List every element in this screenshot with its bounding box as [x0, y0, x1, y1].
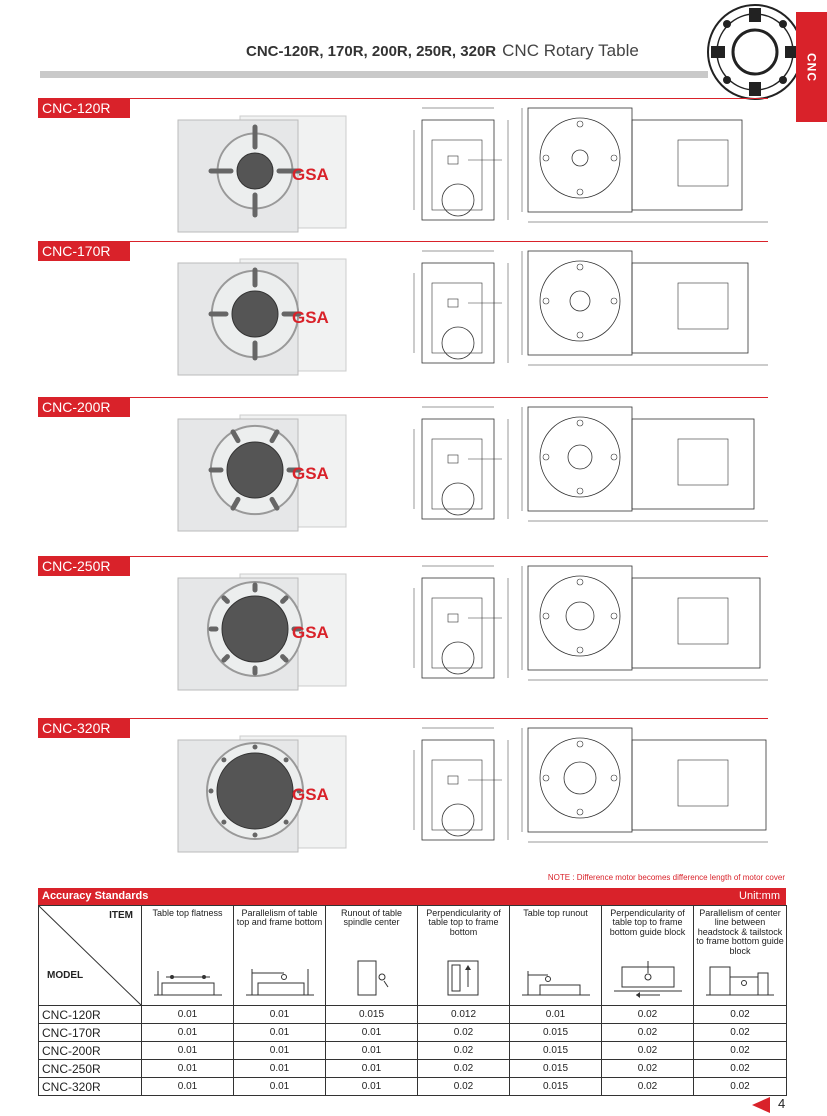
model-section — [38, 397, 768, 547]
top-view-drawing — [518, 243, 776, 373]
row-value: 0.01 — [142, 1006, 234, 1024]
row-value: 0.01 — [326, 1024, 418, 1042]
row-value: 0.02 — [694, 1042, 787, 1060]
parallelism-gauge-icon — [244, 965, 316, 999]
col-header: Table top flatness — [142, 906, 234, 1006]
col-header: Perpendicularity of table top to frame bottom guide block — [602, 906, 694, 1006]
row-value: 0.01 — [234, 1024, 326, 1042]
guide-block-perpendicularity-icon — [612, 959, 684, 999]
product-photo — [160, 564, 360, 694]
row-value: 0.02 — [602, 1078, 694, 1096]
section-label: CNC-320R — [38, 718, 130, 738]
top-view-drawing — [518, 720, 776, 850]
row-value: 0.02 — [694, 1060, 787, 1078]
center-line-parallelism-icon — [704, 963, 776, 999]
rotary-table-icon — [705, 2, 805, 102]
row-value: 0.01 — [142, 1042, 234, 1060]
accuracy-unit: Unit:mm — [739, 890, 780, 902]
row-value: 0.02 — [602, 1024, 694, 1042]
section-divider — [38, 397, 768, 398]
perpendicularity-gauge-icon — [434, 957, 494, 999]
row-model: CNC-170R — [39, 1024, 142, 1042]
section-divider — [38, 98, 768, 99]
section-divider — [38, 241, 768, 242]
row-value: 0.01 — [326, 1078, 418, 1096]
gsa-logo: GSA — [292, 785, 329, 804]
model-section — [38, 718, 768, 868]
gsa-logo: GSA — [292, 623, 329, 642]
row-value: 0.01 — [142, 1024, 234, 1042]
col-header: Parallelism of table top and frame bottom — [234, 906, 326, 1006]
table-runout-gauge-icon — [520, 965, 592, 999]
col-header: Perpendicularity of table top to frame bottom — [418, 906, 510, 1006]
gsa-logo: GSA — [292, 464, 329, 483]
row-value: 0.015 — [510, 1024, 602, 1042]
table-row — [39, 1024, 787, 1042]
table-corner — [39, 906, 142, 1006]
flatness-gauge-icon — [152, 965, 224, 999]
row-value: 0.01 — [234, 1078, 326, 1096]
title-models: CNC-120R, 170R, 200R, 250R, 320R — [246, 43, 497, 60]
header-bar — [40, 71, 708, 78]
row-value: 0.02 — [418, 1042, 510, 1060]
row-value: 0.01 — [326, 1060, 418, 1078]
top-view-drawing — [518, 100, 776, 230]
title-subtitle: CNC Rotary Table — [502, 41, 639, 60]
accuracy-title: Accuracy Standards — [42, 890, 149, 902]
row-value: 0.015 — [510, 1060, 602, 1078]
product-photo — [160, 249, 360, 379]
side-view-drawing — [408, 720, 523, 850]
row-value: 0.012 — [418, 1006, 510, 1024]
row-value: 0.01 — [234, 1060, 326, 1078]
model-label: MODEL — [47, 970, 84, 981]
table-row — [39, 1060, 787, 1078]
row-value: 0.02 — [418, 1060, 510, 1078]
item-label: ITEM — [109, 910, 133, 921]
side-view-drawing — [408, 558, 523, 688]
row-value: 0.01 — [510, 1006, 602, 1024]
model-section — [38, 556, 768, 706]
row-value: 0.02 — [602, 1042, 694, 1060]
row-value: 0.02 — [694, 1024, 787, 1042]
section-label: CNC-200R — [38, 397, 130, 417]
side-view-drawing — [408, 399, 523, 529]
gsa-logo: GSA — [292, 308, 329, 327]
section-divider — [38, 556, 768, 557]
row-value: 0.01 — [142, 1078, 234, 1096]
row-value: 0.01 — [326, 1042, 418, 1060]
model-section — [38, 98, 768, 248]
row-value: 0.015 — [326, 1006, 418, 1024]
accuracy-table — [38, 905, 786, 1096]
table-row — [39, 1078, 787, 1096]
row-value: 0.01 — [234, 1042, 326, 1060]
col-header: Table top runout — [510, 906, 602, 1006]
row-value: 0.02 — [418, 1024, 510, 1042]
col-header: Runout of table spindle center — [326, 906, 418, 1006]
row-value: 0.015 — [510, 1078, 602, 1096]
side-view-drawing — [408, 243, 523, 373]
table-row — [39, 1006, 787, 1024]
row-value: 0.02 — [602, 1006, 694, 1024]
section-label: CNC-120R — [38, 98, 130, 118]
top-view-drawing — [518, 399, 776, 529]
row-model: CNC-250R — [39, 1060, 142, 1078]
row-value: 0.02 — [418, 1078, 510, 1096]
side-view-drawing — [408, 100, 523, 230]
gsa-logo: GSA — [292, 165, 329, 184]
top-view-drawing — [518, 558, 776, 688]
row-model: CNC-320R — [39, 1078, 142, 1096]
row-value: 0.015 — [510, 1042, 602, 1060]
page-title — [246, 41, 639, 61]
product-photo — [160, 405, 360, 535]
page-arrow-icon — [752, 1097, 770, 1113]
row-model: CNC-120R — [39, 1006, 142, 1024]
row-value: 0.01 — [142, 1060, 234, 1078]
section-divider — [38, 718, 768, 719]
row-value: 0.02 — [694, 1006, 787, 1024]
col-header: Parallelism of center line between headstock & tailstock to frame bottom guide block — [694, 906, 787, 1006]
row-value: 0.01 — [234, 1006, 326, 1024]
side-tab-cnc: CNC — [796, 12, 827, 122]
model-section — [38, 241, 768, 391]
section-label: CNC-170R — [38, 241, 130, 261]
row-model: CNC-200R — [39, 1042, 142, 1060]
page-number: 4 — [778, 1096, 786, 1111]
accuracy-header — [38, 888, 786, 905]
product-photo — [160, 106, 360, 236]
product-photo — [160, 726, 360, 856]
motor-note: NOTE : Difference motor becomes difference length of motor cover — [547, 873, 785, 882]
runout-gauge-icon — [342, 957, 402, 999]
table-row — [39, 1042, 787, 1060]
section-label: CNC-250R — [38, 556, 130, 576]
row-value: 0.02 — [694, 1078, 787, 1096]
row-value: 0.02 — [602, 1060, 694, 1078]
